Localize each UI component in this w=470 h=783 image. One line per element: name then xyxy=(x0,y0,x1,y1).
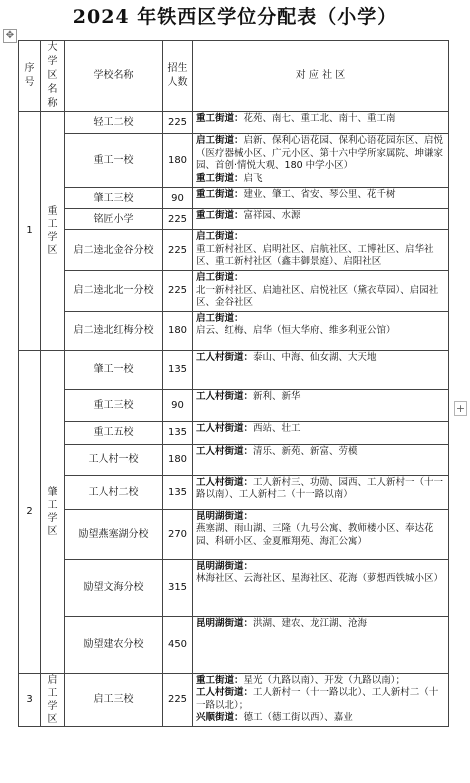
community-line xyxy=(196,189,445,202)
community-cell xyxy=(193,475,449,509)
enroll-count: 180 xyxy=(163,311,193,350)
zone-seq: 3 xyxy=(19,673,41,726)
community-cell xyxy=(193,188,449,209)
school-name: 启二逵北金谷分校 xyxy=(65,230,163,271)
enroll-count: 135 xyxy=(163,350,193,389)
table-row xyxy=(19,350,449,389)
community-cell xyxy=(193,673,449,726)
zone-name: 启 工 学 区 xyxy=(41,673,65,726)
community-cell xyxy=(193,389,449,421)
move-table-icon[interactable]: ✥ xyxy=(3,29,17,43)
school-name: 重工三校 xyxy=(65,389,163,421)
community-text: 德工（德工街以西）、嘉业 xyxy=(243,712,353,723)
enroll-count: 180 xyxy=(163,444,193,475)
community-text: 启云、红梅、启华（恒大华府、维多利亚公馆） xyxy=(196,325,396,336)
enroll-count: 270 xyxy=(163,509,193,559)
community-text: 启新、保利心语花园、保利心语花园东区、启悦（医疗器械小区、广元小区、第十六中学所家属院、坤谦家园、首创·情悦大观、180 中学小区） xyxy=(196,135,444,171)
community-text: 燕塞湖、雨山湖、三隆（九号公寓、教师楼小区、奉达花园、科研小区、金夏雁翔苑、海汇公寓） xyxy=(196,523,434,547)
community-text: 北一新村社区、启迪社区、启悦社区（黛衣草园）、启园社区、金谷社区 xyxy=(196,284,439,308)
school-name: 轻工二校 xyxy=(65,112,163,134)
community-cell xyxy=(193,230,449,271)
street-label: 工人村街道： xyxy=(196,351,254,363)
zone-name: 肇 工 学 区 xyxy=(41,350,65,673)
street-label: 重工街道： xyxy=(196,674,244,686)
street-label: 昆明湖街道： xyxy=(196,560,254,572)
header-zone xyxy=(41,41,65,112)
community-line xyxy=(196,231,445,244)
community-line xyxy=(196,561,445,574)
street-label: 重工街道： xyxy=(196,113,244,124)
community-line xyxy=(196,446,445,459)
street-label: 启工街道： xyxy=(196,312,244,324)
school-name: 励望燕塞湖分校 xyxy=(65,509,163,559)
community-line xyxy=(196,244,445,269)
table-body xyxy=(19,112,449,727)
community-text: 星光（九路以南）、开发（九路以南）； xyxy=(243,674,406,686)
school-name: 工人村二校 xyxy=(65,475,163,509)
street-label: 启工街道： xyxy=(196,272,244,283)
community-line xyxy=(196,573,445,586)
table-row xyxy=(19,112,449,134)
community-line xyxy=(196,210,445,223)
table-row xyxy=(19,230,449,271)
community-cell xyxy=(193,112,449,134)
table-row xyxy=(19,188,449,209)
enroll-count: 315 xyxy=(163,559,193,616)
community-line xyxy=(196,272,445,285)
street-label: 工人村街道： xyxy=(196,476,254,488)
header-seq-text: 序 号 xyxy=(24,63,35,88)
header-school: 学校名称 xyxy=(65,41,163,112)
community-line xyxy=(196,523,445,548)
community-cell xyxy=(193,421,449,444)
table-row xyxy=(19,475,449,509)
allocation-table xyxy=(18,40,449,727)
table-row xyxy=(19,559,449,616)
community-line xyxy=(196,391,445,404)
table-row xyxy=(19,509,449,559)
school-name: 工人村一校 xyxy=(65,444,163,475)
street-label: 工人村街道： xyxy=(196,687,254,698)
table-row xyxy=(19,271,449,312)
school-name: 启工三校 xyxy=(65,673,163,726)
school-name: 励望建农分校 xyxy=(65,616,163,673)
school-name: 肇工三校 xyxy=(65,188,163,209)
school-name: 重工一校 xyxy=(65,134,163,188)
enroll-count: 180 xyxy=(163,134,193,188)
community-cell xyxy=(193,444,449,475)
enroll-count: 225 xyxy=(163,673,193,726)
table-row xyxy=(19,616,449,673)
zone-seq: 1 xyxy=(19,112,41,351)
school-name: 肇工一校 xyxy=(65,350,163,389)
community-text: 清乐、新苑、新富、劳模 xyxy=(253,445,358,457)
table-row xyxy=(19,311,449,350)
community-line xyxy=(196,511,445,524)
community-line xyxy=(196,477,445,502)
community-text: 新利、新华 xyxy=(253,390,301,402)
community-text: 启飞 xyxy=(243,172,263,184)
community-line xyxy=(196,135,445,173)
street-label: 昆明湖街道： xyxy=(196,510,254,522)
enroll-count: 450 xyxy=(163,616,193,673)
header-enroll: 招生人数 xyxy=(163,41,193,112)
community-text: 富祥园、水源 xyxy=(243,210,301,221)
street-label: 昆明湖街道： xyxy=(196,617,254,629)
table-row xyxy=(19,673,449,726)
community-line xyxy=(196,687,445,712)
community-cell xyxy=(193,509,449,559)
community-line xyxy=(196,618,445,631)
community-text: 泰山、中海、仙女湖、大天地 xyxy=(253,351,377,363)
community-line xyxy=(196,352,445,365)
school-name: 重工五校 xyxy=(65,421,163,444)
table-row xyxy=(19,421,449,444)
enroll-count: 225 xyxy=(163,209,193,230)
community-cell xyxy=(193,209,449,230)
street-label: 工人村街道： xyxy=(196,390,254,402)
community-line xyxy=(196,113,445,126)
header-seq xyxy=(19,41,41,112)
school-name: 铭匠小学 xyxy=(65,209,163,230)
table-row xyxy=(19,444,449,475)
zone-name: 重 工 学 区 xyxy=(41,112,65,351)
school-name: 启二逵北北一分校 xyxy=(65,271,163,312)
street-label: 工人村街道： xyxy=(196,422,254,434)
community-line xyxy=(196,285,445,310)
community-cell xyxy=(193,616,449,673)
community-text: 洪湖、建农、龙江湖、沧海 xyxy=(253,617,368,629)
street-label: 工人村街道： xyxy=(196,445,254,457)
enroll-count: 225 xyxy=(163,230,193,271)
school-name: 励望文海分校 xyxy=(65,559,163,616)
street-label: 重工街道： xyxy=(196,189,244,200)
header-community: 对 应 社 区 xyxy=(193,41,449,112)
table-row xyxy=(19,134,449,188)
community-cell xyxy=(193,271,449,312)
community-cell xyxy=(193,559,449,616)
community-text: 花苑、南七、重工北、南十、重工南 xyxy=(243,113,396,124)
enroll-count: 225 xyxy=(163,112,193,134)
enroll-count: 90 xyxy=(163,188,193,209)
community-line xyxy=(196,173,445,186)
table-row xyxy=(19,209,449,230)
community-text: 西站、壮工 xyxy=(253,422,301,434)
street-label: 兴顺街道： xyxy=(196,712,244,723)
street-label: 启工街道： xyxy=(196,135,244,146)
community-cell xyxy=(193,350,449,389)
school-name: 启二逵北红梅分校 xyxy=(65,311,163,350)
header-row xyxy=(19,41,449,112)
street-label: 重工街道： xyxy=(196,210,244,221)
community-cell xyxy=(193,311,449,350)
street-label: 重工街道： xyxy=(196,172,244,184)
enroll-count: 135 xyxy=(163,475,193,509)
community-line xyxy=(196,423,445,436)
enroll-count: 225 xyxy=(163,271,193,312)
page-title: 2024 年铁西区学位分配表（小学） xyxy=(72,6,398,28)
add-column-icon[interactable]: + xyxy=(455,402,466,415)
street-label: 启工街道： xyxy=(196,231,244,242)
community-line xyxy=(196,712,445,725)
community-text: 重工新村社区、启明社区、启航社区、工博社区、启华社区、重工新村社区（鑫丰御景庭）、启阳社区 xyxy=(196,243,434,267)
enroll-count: 135 xyxy=(163,421,193,444)
header-zone-text: 大 学 区 名 称 xyxy=(47,42,58,109)
enroll-count: 90 xyxy=(163,389,193,421)
community-line xyxy=(196,675,445,688)
zone-seq: 2 xyxy=(19,350,41,673)
community-text: 林海社区、云海社区、星海社区、花海（萝想西铁城小区） xyxy=(196,573,444,584)
community-text: 工人新村一（十一路以北）、工人新村二（十一路以北）； xyxy=(196,687,439,711)
community-cell xyxy=(193,134,449,188)
community-line xyxy=(196,313,445,338)
community-text: 建业、肇工、省安、琴公里、花千树 xyxy=(243,189,396,200)
community-text: 工人新村三、功勋、园西、工人新村一（十一路以南）、工人新村二（十一路以南） xyxy=(196,476,444,500)
table-row xyxy=(19,389,449,421)
